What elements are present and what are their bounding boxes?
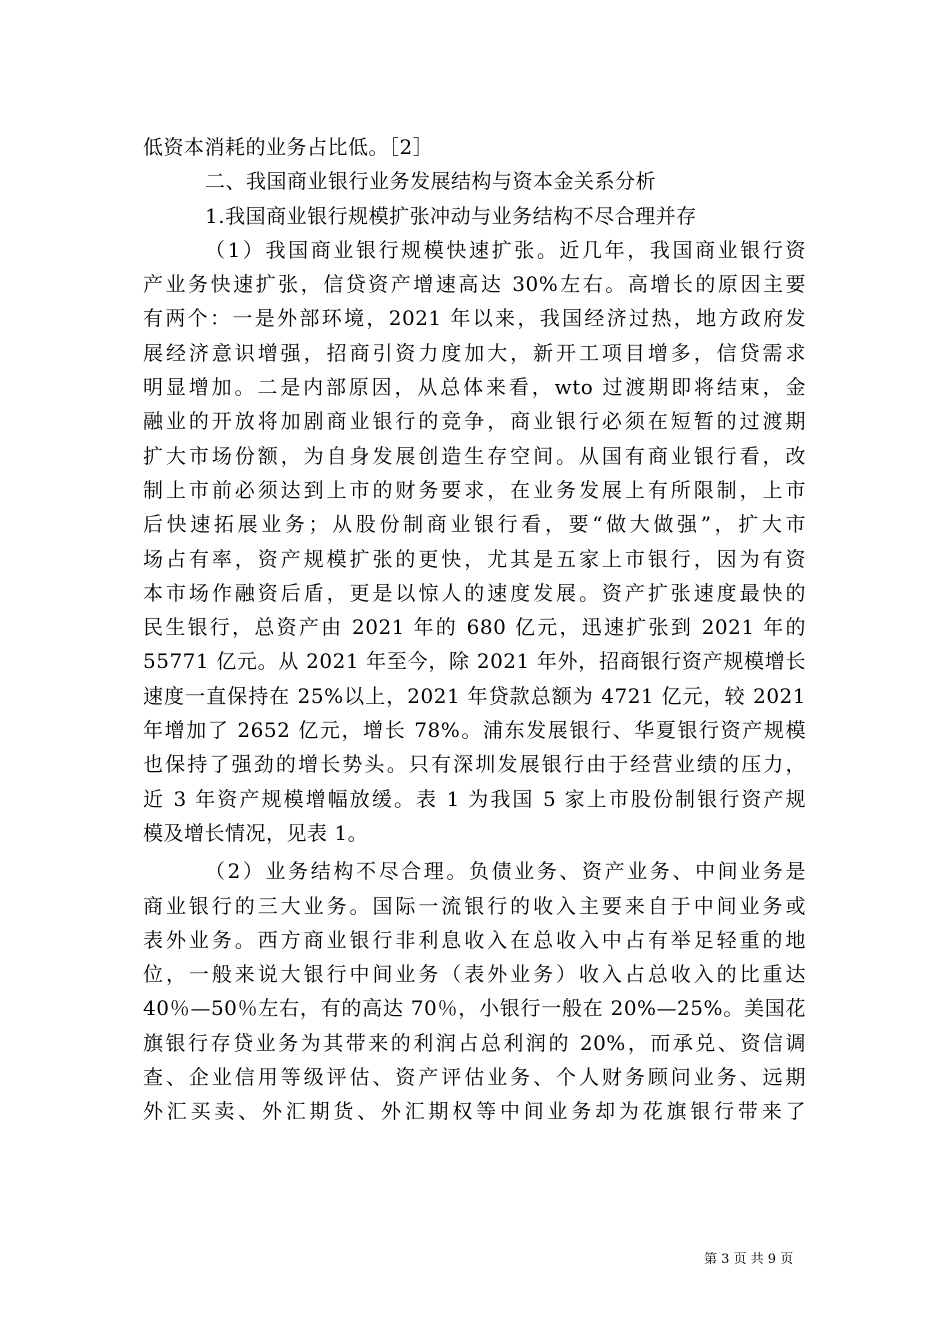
text-line: 融业的开放将加剧商业银行的竞争，商业银行必须在短暂的过渡期 xyxy=(143,409,806,434)
text-line: 场占有率，资产规模扩张的更快，尤其是五家上市银行，因为有资 xyxy=(143,546,806,571)
text-line: 外汇买卖、外汇期货、外汇期权等中间业务却为花旗银行带来了 xyxy=(143,1099,806,1124)
text-line: 40％—50％左右，有的高达 70％，小银行一般在 20%—25%。美国花 xyxy=(143,996,806,1021)
text-line: 本市场作融资后盾，更是以惊人的速度发展。资产扩张速度最快的 xyxy=(143,580,806,605)
text-line: （1）我国商业银行规模快速扩张。近几年，我国商业银行资 xyxy=(205,237,806,262)
text-line: 明显增加。二是内部原因，从总体来看，wto 过渡期即将结束，金 xyxy=(143,375,806,400)
section-heading: 二、我国商业银行业务发展结构与资本金关系分析 xyxy=(205,169,656,194)
page-indicator: 第 3 页 共 9 页 xyxy=(704,1252,794,1267)
text-line: 位，一般来说大银行中间业务（表外业务）收入占总收入的比重达 xyxy=(143,962,806,987)
text-line: 扩大市场份额，为自身发展创造生存空间。从国有商业银行看，改 xyxy=(143,443,806,468)
text-line: 近 3 年资产规模增幅放缓。表 1 为我国 5 家上市股份制银行资产规 xyxy=(143,786,806,811)
text-line: 制上市前必须达到上市的财务要求，在业务发展上有所限制，上市 xyxy=(143,477,806,502)
text-line: 展经济意识增强，招商引资力度加大，新开工项目增多，信贷需求 xyxy=(143,340,806,365)
text-line: 也保持了强劲的增长势头。只有深圳发展银行由于经营业绩的压力， xyxy=(143,752,806,777)
subsection-heading: 1.我国商业银行规模扩张冲动与业务结构不尽合理并存 xyxy=(205,203,697,228)
text-line: 低资本消耗的业务占比低。［2］ xyxy=(143,135,434,159)
text-line: 产业务快速扩张，信贷资产增速高达 30%左右。高增长的原因主要 xyxy=(143,272,806,297)
text-line: 查、企业信用等级评估、资产评估业务、个人财务顾问业务、远期 xyxy=(143,1065,806,1090)
text-line: 后快速拓展业务；从股份制商业银行看，要“做大做强”，扩大市 xyxy=(143,512,806,537)
text-line: （2）业务结构不尽合理。负债业务、资产业务、中间业务是 xyxy=(205,859,806,884)
text-line: 有两个：一是外部环境，2021 年以来，我国经济过热，地方政府发 xyxy=(143,306,806,331)
document-body xyxy=(143,130,806,1129)
text-line: 旗银行存贷业务为其带来的利润占总利润的 20%，而承兑、资信调 xyxy=(143,1030,806,1055)
text-line: 55771 亿元。从 2021 年至今，除 2021 年外，招商银行资产规模增长 xyxy=(143,649,806,674)
text-line: 速度一直保持在 25%以上，2021 年贷款总额为 4721 亿元，较 2021 xyxy=(143,683,806,708)
text-line: 商业银行的三大业务。国际一流银行的收入主要来自于中间业务或 xyxy=(143,893,806,918)
text-line: 民生银行，总资产由 2021 年的 680 亿元，迅速扩张到 2021 年的 xyxy=(143,615,806,640)
text-line: 表外业务。西方商业银行非利息收入在总收入中占有举足轻重的地 xyxy=(143,927,806,952)
text-line: 年增加了 2652 亿元，增长 78%。浦东发展银行、华夏银行资产规模 xyxy=(143,718,806,743)
text-line: 模及增长情况，见表 1。 xyxy=(143,820,369,845)
